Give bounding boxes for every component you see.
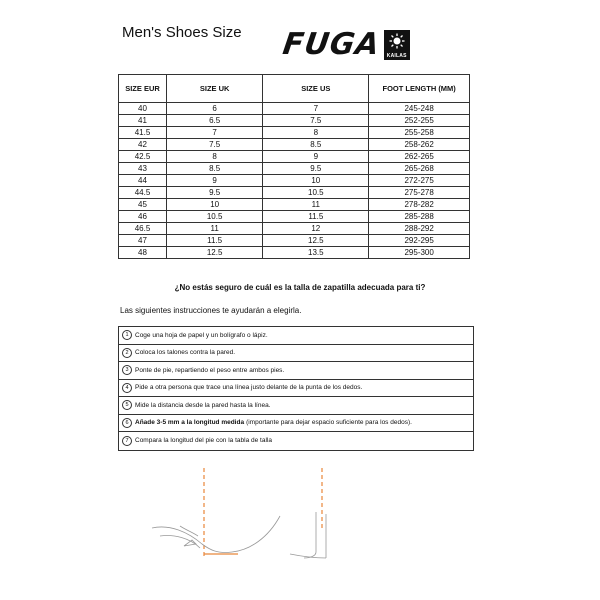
cell-uk: 6 (167, 103, 263, 115)
instruction-step (119, 380, 473, 398)
cell-foot-length: 292-295 (369, 235, 470, 247)
cell-us: 13.5 (263, 247, 369, 259)
sun-icon (387, 33, 407, 51)
cell-eur: 48 (119, 247, 167, 259)
instruction-step (119, 327, 473, 345)
cell-us: 9 (263, 151, 369, 163)
col-header-eur: SIZE EUR (119, 75, 167, 103)
table-row (119, 223, 470, 235)
step-number: 7 (122, 436, 132, 446)
step-text: Coge una hoja de papel y un bolígrafo o lápiz. (135, 331, 268, 339)
cell-eur: 41.5 (119, 127, 167, 139)
col-header-uk: SIZE UK (167, 75, 263, 103)
cell-eur: 44.5 (119, 187, 167, 199)
instructions-list (118, 326, 474, 451)
cell-uk: 6.5 (167, 115, 263, 127)
step-number: 1 (122, 330, 132, 340)
cell-uk: 11 (167, 223, 263, 235)
cell-uk: 11.5 (167, 235, 263, 247)
step-text: Pide a otra persona que trace una línea justo delante de la punta de los dedos. (135, 384, 363, 392)
cell-foot-length: 245-248 (369, 103, 470, 115)
cell-eur: 45 (119, 199, 167, 211)
logo-subtext: KAILAS (386, 53, 407, 59)
brand-logo (280, 27, 410, 62)
instruction-step (119, 362, 473, 380)
step-number: 6 (122, 418, 132, 428)
cell-us: 8.5 (263, 139, 369, 151)
size-question: ¿No estás seguro de cuál es la talla de zapatilla adecuada para ti? (174, 283, 426, 292)
cell-uk: 7 (167, 127, 263, 139)
table-row (119, 163, 470, 175)
step-emphasis: Añade 3-5 mm a la longitud medida (135, 419, 245, 427)
cell-uk: 10 (167, 199, 263, 211)
instructions-intro: Las siguientes instrucciones te ayudarán a elegirla. (120, 306, 302, 315)
foot-measure-illustration (140, 466, 360, 566)
col-header-us: SIZE US (263, 75, 369, 103)
table-row (119, 127, 470, 139)
cell-foot-length: 275-278 (369, 187, 470, 199)
cell-foot-length: 255-258 (369, 127, 470, 139)
cell-foot-length: 272-275 (369, 175, 470, 187)
instruction-step (119, 345, 473, 363)
table-row (119, 151, 470, 163)
step-text: Ponte de pie, repartiendo el peso entre ambos pies. (135, 366, 285, 374)
step-text: Mide la distancia desde la pared hasta la línea. (135, 401, 271, 409)
step-text: (importante para dejar espacio suficiente para los dedos). (246, 419, 412, 427)
cell-us: 7 (263, 103, 369, 115)
table-row (119, 247, 470, 259)
cell-us: 10.5 (263, 187, 369, 199)
cell-eur: 42.5 (119, 151, 167, 163)
logo-text: FUGA (280, 27, 383, 62)
cell-us: 9.5 (263, 163, 369, 175)
instruction-step (119, 415, 473, 433)
step-text: Coloca los talones contra la pared. (135, 349, 236, 357)
table-header-row (119, 75, 470, 103)
cell-eur: 46 (119, 211, 167, 223)
table-row (119, 103, 470, 115)
step-text: Compara la longitud del pie con la tabla de talla (135, 437, 272, 445)
cell-uk: 7.5 (167, 139, 263, 151)
cell-uk: 10.5 (167, 211, 263, 223)
table-row (119, 235, 470, 247)
instruction-step (119, 432, 473, 450)
table-row (119, 199, 470, 211)
step-number: 4 (122, 383, 132, 393)
table-row (119, 139, 470, 151)
step-number: 3 (122, 365, 132, 375)
instruction-step (119, 397, 473, 415)
cell-foot-length: 285-288 (369, 211, 470, 223)
cell-eur: 44 (119, 175, 167, 187)
cell-foot-length: 258-262 (369, 139, 470, 151)
cell-uk: 8 (167, 151, 263, 163)
step-number: 2 (122, 348, 132, 358)
col-header-foot-length: FOOT LENGTH (MM) (369, 75, 470, 103)
cell-us: 11.5 (263, 211, 369, 223)
cell-us: 8 (263, 127, 369, 139)
cell-uk: 9 (167, 175, 263, 187)
cell-foot-length: 288-292 (369, 223, 470, 235)
cell-foot-length: 295-300 (369, 247, 470, 259)
cell-eur: 47 (119, 235, 167, 247)
cell-eur: 43 (119, 163, 167, 175)
table-row (119, 175, 470, 187)
step-number: 5 (122, 400, 132, 410)
cell-foot-length: 265-268 (369, 163, 470, 175)
cell-uk: 9.5 (167, 187, 263, 199)
cell-eur: 40 (119, 103, 167, 115)
cell-us: 7.5 (263, 115, 369, 127)
table-row (119, 115, 470, 127)
cell-foot-length: 252-255 (369, 115, 470, 127)
table-row (119, 187, 470, 199)
cell-eur: 41 (119, 115, 167, 127)
cell-eur: 42 (119, 139, 167, 151)
cell-us: 12 (263, 223, 369, 235)
cell-uk: 8.5 (167, 163, 263, 175)
cell-us: 11 (263, 199, 369, 211)
cell-foot-length: 278-282 (369, 199, 470, 211)
cell-eur: 46.5 (119, 223, 167, 235)
logo-mark (384, 30, 410, 60)
leg-outline (232, 516, 280, 552)
page-title: Men's Shoes Size (122, 24, 242, 41)
cell-us: 12.5 (263, 235, 369, 247)
size-table (118, 74, 470, 259)
cell-us: 10 (263, 175, 369, 187)
table-row (119, 211, 470, 223)
cell-uk: 12.5 (167, 247, 263, 259)
cell-foot-length: 262-265 (369, 151, 470, 163)
